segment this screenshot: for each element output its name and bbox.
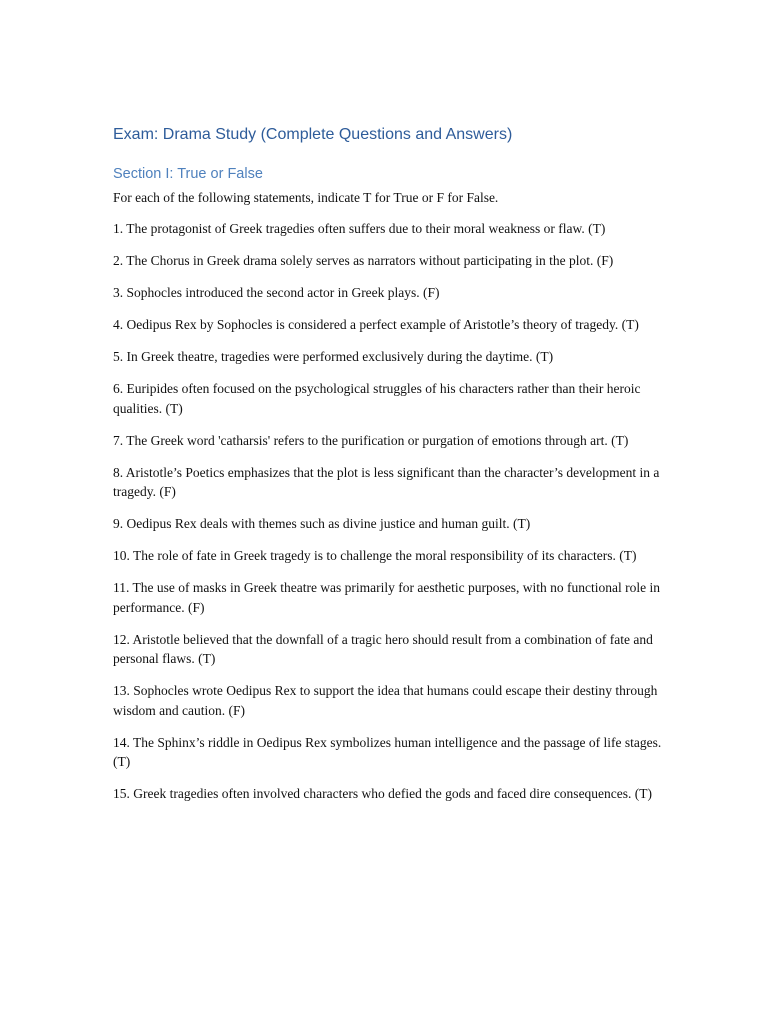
question-item: 11. The use of masks in Greek theatre was primarily for aesthetic purposes, with no functional role in performance. (F)	[113, 580, 660, 615]
section-heading: Section I: True or False	[113, 166, 263, 182]
question-item: 13. Sophocles wrote Oedipus Rex to support the idea that humans could escape their destiny through wisdom and caution. (F)	[113, 683, 658, 718]
question-list	[113, 219, 663, 804]
question-item: 7. The Greek word 'catharsis' refers to the purification or purgation of emotions through art. (T)	[113, 432, 629, 448]
question-item: 8. Aristotle’s Poetics emphasizes that the plot is less significant than the character’s development in a tragedy. (F)	[113, 464, 660, 499]
question-item: 1. The protagonist of Greek tragedies often suffers due to their moral weakness or flaw. (T)	[113, 221, 606, 236]
question-item: 15. Greek tragedies often involved characters who defied the gods and faced dire consequences. (T)	[113, 786, 653, 801]
question-item: 10. The role of fate in Greek tragedy is to challenge the moral responsibility of its characters. (T)	[113, 548, 637, 563]
question-item: 6. Euripides often focused on the psychological struggles of his characters rather than their heroic qualities. (T)	[113, 381, 641, 416]
document-page	[113, 124, 663, 816]
question-item: 3. Sophocles introduced the second actor in Greek plays. (F)	[113, 285, 440, 300]
question-item: 4. Oedipus Rex by Sophocles is considered a perfect example of Aristotle’s theory of tragedy. (T)	[113, 317, 639, 332]
question-item: 5. In Greek theatre, tragedies were performed exclusively during the daytime. (T)	[113, 349, 554, 364]
document-title: Exam: Drama Study (Complete Questions and Answers)	[113, 126, 513, 143]
question-item: 14. The Sphinx’s riddle in Oedipus Rex symbolizes human intelligence and the passage of life stages. (T)	[113, 734, 662, 769]
question-item: 2. The Chorus in Greek drama solely serves as narrators without participating in the plot. (F)	[113, 253, 614, 268]
instructions-text: For each of the following statements, indicate T for True or F for False.	[113, 190, 499, 205]
question-item: 12. Aristotle believed that the downfall of a tragic hero should result from a combination of fate and personal flaws. (T)	[113, 631, 653, 666]
question-item: 9. Oedipus Rex deals with themes such as divine justice and human guilt. (T)	[113, 516, 531, 531]
